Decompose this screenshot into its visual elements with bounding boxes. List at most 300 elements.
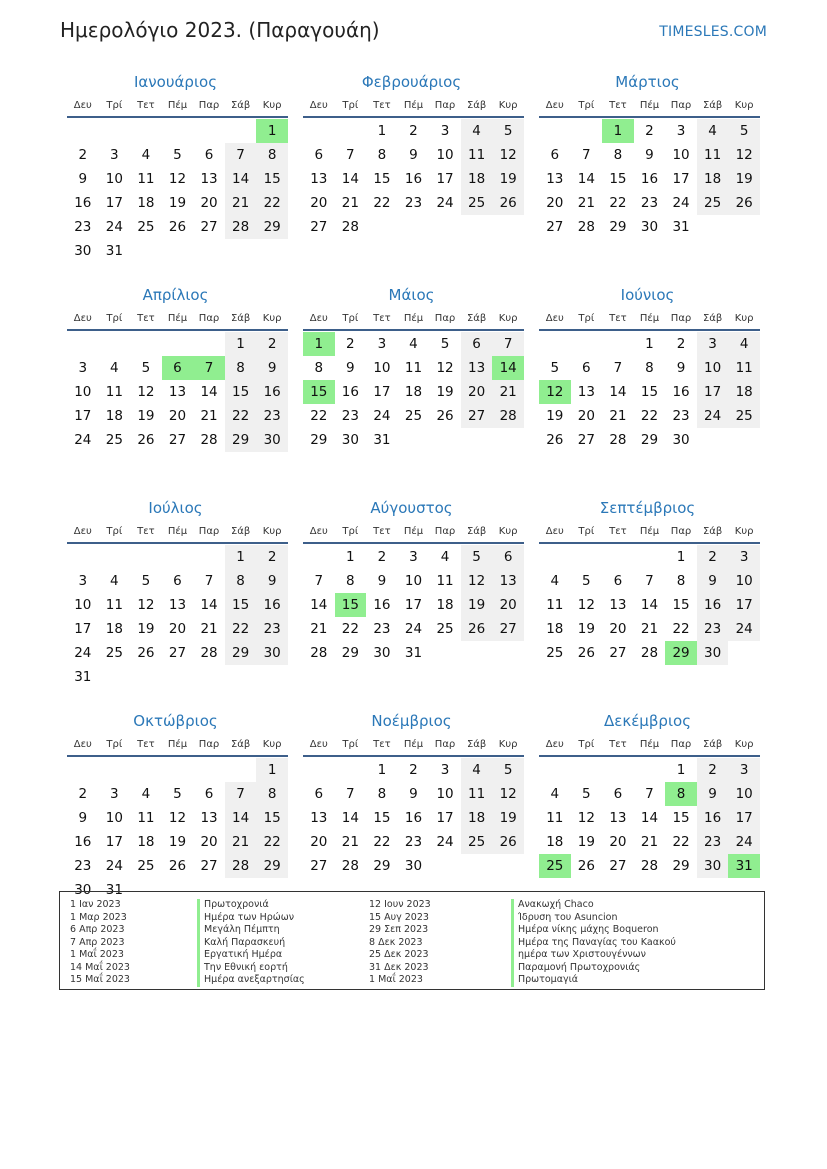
day-cell: 10 — [697, 356, 729, 380]
holiday-date: 25 Δεκ 2023 — [369, 949, 429, 960]
day-cell: 5 — [440, 336, 450, 352]
day-cell: 12 — [577, 597, 595, 613]
days-grid — [67, 758, 288, 902]
header-rule — [539, 755, 760, 757]
day-cell: 22 — [672, 621, 690, 637]
day-cell: 24 — [105, 858, 123, 874]
day-cell: 28 — [640, 858, 659, 874]
day-cell: 22 — [225, 404, 257, 428]
weekday-label: Κυρ — [498, 738, 518, 750]
day-cell: 26 — [577, 645, 595, 661]
month-calendar — [67, 496, 288, 684]
holiday-day: 15 — [303, 380, 335, 404]
weekday-header — [67, 733, 288, 755]
day-cell: 14 — [225, 167, 257, 191]
day-cell: 12 — [728, 143, 760, 167]
holiday-date: 1 Μαρ 2023 — [70, 911, 127, 923]
day-cell: 25 — [728, 404, 760, 428]
day-cell: 19 — [577, 834, 595, 850]
empty-cell — [634, 545, 666, 569]
days-grid — [303, 545, 524, 665]
day-cell: 12 — [492, 143, 524, 167]
day-cell: 1 — [676, 549, 686, 565]
day-cell: 9 — [78, 810, 88, 826]
empty-cell — [193, 545, 225, 569]
day-cell: 9 — [645, 147, 654, 163]
weekday-label: Πέμ — [639, 525, 660, 537]
weekday-header — [303, 520, 524, 542]
day-cell: 2 — [697, 545, 729, 569]
days-grid — [303, 758, 524, 878]
day-cell: 28 — [640, 645, 659, 661]
day-cell: 20 — [609, 834, 627, 850]
day-cell: 4 — [409, 336, 418, 352]
day-cell: 17 — [404, 597, 423, 613]
day-cell: 12 — [577, 810, 595, 826]
empty-cell — [130, 758, 162, 782]
day-cell: 18 — [728, 380, 760, 404]
day-cell: 3 — [676, 123, 686, 139]
day-cell: 8 — [377, 147, 387, 163]
weekday-label: Δευ — [545, 99, 564, 111]
weekday-label: Πέμ — [167, 738, 188, 750]
day-cell: 24 — [74, 432, 92, 448]
day-cell: 23 — [74, 858, 92, 874]
days-grid — [303, 119, 524, 239]
day-cell: 30 — [404, 858, 423, 874]
month-name: Δεκέμβριος — [603, 712, 691, 730]
days-grid — [539, 758, 760, 878]
empty-cell — [303, 758, 335, 782]
day-cell: 14 — [310, 597, 328, 613]
empty-cell — [571, 545, 603, 569]
weekday-header — [539, 733, 760, 755]
day-cell: 12 — [137, 384, 155, 400]
days-grid — [67, 332, 288, 452]
empty-cell — [130, 119, 162, 143]
day-cell: 18 — [105, 408, 123, 424]
day-cell: 9 — [78, 171, 88, 187]
weekday-label: Πέμ — [167, 312, 188, 324]
month-calendar — [539, 496, 760, 684]
day-cell: 20 — [310, 834, 328, 850]
days-grid — [539, 545, 760, 665]
day-cell: 14 — [640, 810, 659, 826]
day-cell: 3 — [110, 147, 119, 163]
day-cell: 8 — [346, 573, 355, 589]
day-cell: 13 — [609, 597, 627, 613]
holiday-name: Πρωτομαγιά — [511, 974, 676, 987]
day-cell: 30 — [74, 243, 92, 259]
weekday-label: Δευ — [309, 312, 328, 324]
day-cell: 29 — [225, 641, 257, 665]
weekday-label: Δευ — [73, 312, 92, 324]
month-calendar — [303, 70, 524, 258]
day-cell: 6 — [550, 147, 560, 163]
day-cell: 7 — [225, 143, 257, 167]
holiday-date: 29 Σεπ 2023 — [369, 924, 429, 935]
weekday-label: Παρ — [670, 312, 692, 324]
holiday-name: Ημέρα ανεξαρτησίας — [197, 974, 305, 987]
day-cell: 30 — [341, 432, 359, 448]
day-cell: 11 — [404, 360, 423, 376]
holiday-names-column-2 — [511, 899, 676, 987]
month-name: Ιούνιος — [620, 286, 675, 304]
day-cell: 25 — [404, 408, 423, 424]
day-cell: 16 — [256, 593, 288, 617]
day-cell: 15 — [373, 810, 391, 826]
day-cell: 18 — [546, 621, 564, 637]
day-cell: 1 — [676, 762, 686, 778]
weekday-label: Σάβ — [230, 525, 251, 537]
day-cell: 16 — [341, 384, 359, 400]
day-cell: 28 — [310, 645, 328, 661]
day-cell: 1 — [225, 332, 257, 356]
day-cell: 19 — [168, 834, 187, 850]
weekday-label: Τετ — [609, 99, 627, 111]
day-cell: 30 — [640, 219, 659, 235]
day-cell: 24 — [105, 219, 123, 235]
day-cell: 1 — [346, 549, 355, 565]
weekday-label: Δευ — [73, 99, 92, 111]
weekday-label: Κυρ — [498, 99, 518, 111]
day-cell: 4 — [110, 360, 119, 376]
weekday-label: Τετ — [373, 312, 391, 324]
day-cell: 4 — [110, 573, 119, 589]
day-cell: 23 — [697, 830, 729, 854]
weekday-label: Πέμ — [403, 312, 424, 324]
empty-cell — [634, 758, 666, 782]
weekday-label: Τρί — [342, 525, 359, 537]
weekday-label: Σάβ — [702, 525, 723, 537]
day-cell: 19 — [492, 167, 524, 191]
weekday-label: Σάβ — [702, 312, 723, 324]
day-cell: 10 — [672, 147, 690, 163]
day-cell: 11 — [105, 384, 123, 400]
day-cell: 16 — [404, 810, 423, 826]
day-cell: 16 — [697, 593, 729, 617]
day-cell: 20 — [200, 834, 218, 850]
day-cell: 13 — [200, 171, 218, 187]
day-cell: 4 — [141, 786, 151, 802]
header-rule — [67, 329, 288, 331]
holiday-name: Την Εθνική εορτή — [197, 962, 305, 975]
empty-cell — [193, 332, 225, 356]
day-cell: 6 — [173, 573, 182, 589]
holiday-date: 15 Αυγ 2023 — [369, 911, 429, 923]
month-name: Μάιος — [388, 286, 435, 304]
day-cell: 3 — [377, 336, 387, 352]
day-cell: 9 — [256, 569, 288, 593]
month-name: Ιανουάριος — [133, 73, 217, 91]
day-cell: 17 — [105, 834, 123, 850]
day-cell: 29 — [640, 432, 659, 448]
day-cell: 11 — [436, 573, 454, 589]
weekday-label: Τετ — [137, 738, 155, 750]
day-cell: 10 — [105, 171, 123, 187]
day-cell: 18 — [105, 621, 123, 637]
day-cell: 17 — [672, 171, 690, 187]
empty-cell — [335, 758, 367, 782]
month-calendar — [67, 283, 288, 471]
day-cell: 10 — [728, 569, 760, 593]
weekday-label: Τετ — [373, 738, 391, 750]
holiday-date: 1 Ιαν 2023 — [70, 899, 121, 910]
day-cell: 5 — [173, 147, 182, 163]
day-cell: 10 — [404, 573, 423, 589]
day-cell: 13 — [577, 384, 595, 400]
day-cell: 18 — [461, 806, 493, 830]
day-cell: 13 — [168, 384, 187, 400]
weekday-label: Δευ — [309, 99, 328, 111]
empty-cell — [67, 332, 99, 356]
day-cell: 7 — [346, 786, 355, 802]
weekday-label: Τρί — [578, 312, 595, 324]
header-rule — [67, 755, 288, 757]
weekday-label: Παρ — [670, 99, 692, 111]
weekday-label: Τετ — [609, 525, 627, 537]
holiday-day: 7 — [193, 356, 225, 380]
day-cell: 28 — [225, 854, 257, 878]
weekday-label: Κυρ — [734, 99, 754, 111]
month-calendar — [539, 283, 760, 471]
day-cell: 20 — [168, 408, 187, 424]
day-cell: 13 — [310, 171, 328, 187]
empty-cell — [602, 758, 634, 782]
empty-cell — [67, 545, 99, 569]
day-cell: 23 — [404, 195, 423, 211]
day-cell: 8 — [256, 782, 288, 806]
month-name: Αύγουστος — [370, 499, 453, 517]
day-cell: 1 — [377, 762, 387, 778]
day-cell: 17 — [74, 621, 92, 637]
weekday-header — [67, 307, 288, 329]
empty-cell — [335, 119, 367, 143]
weekday-label: Κυρ — [498, 312, 518, 324]
weekday-label: Παρ — [198, 99, 220, 111]
day-cell: 24 — [697, 404, 729, 428]
day-cell: 17 — [728, 593, 760, 617]
weekday-label: Τρί — [106, 738, 123, 750]
days-grid — [539, 119, 760, 239]
holiday-day: 6 — [162, 356, 194, 380]
holiday-date: 1 Μαΐ 2023 — [369, 974, 423, 985]
weekday-label: Τρί — [342, 738, 359, 750]
day-cell: 13 — [168, 597, 187, 613]
empty-cell — [162, 332, 194, 356]
day-cell: 15 — [609, 171, 627, 187]
day-cell: 5 — [582, 786, 591, 802]
holiday-day: 1 — [602, 119, 634, 143]
day-cell: 20 — [200, 195, 218, 211]
day-cell: 15 — [640, 384, 659, 400]
day-cell: 5 — [728, 119, 760, 143]
empty-cell — [99, 758, 131, 782]
day-cell: 25 — [105, 432, 123, 448]
empty-cell — [571, 758, 603, 782]
day-cell: 26 — [168, 858, 187, 874]
holiday-day: 8 — [665, 782, 697, 806]
weekday-label: Παρ — [670, 525, 692, 537]
site-link[interactable]: TIMESLES.COM — [659, 24, 767, 40]
day-cell: 5 — [550, 360, 560, 376]
holiday-date: 31 Δεκ 2023 — [369, 961, 429, 973]
day-cell: 9 — [377, 573, 387, 589]
header-rule — [539, 542, 760, 544]
day-cell: 19 — [546, 408, 564, 424]
day-cell: 9 — [697, 569, 729, 593]
month-calendar — [303, 709, 524, 897]
weekday-label: Τρί — [342, 312, 359, 324]
day-cell: 24 — [436, 834, 454, 850]
weekday-label: Τετ — [373, 525, 391, 537]
day-cell: 30 — [74, 882, 92, 898]
day-cell: 8 — [377, 786, 387, 802]
day-cell: 22 — [640, 408, 659, 424]
day-cell: 2 — [676, 336, 686, 352]
empty-cell — [539, 119, 571, 143]
holiday-date: 6 Απρ 2023 — [70, 924, 125, 935]
day-cell: 27 — [310, 858, 328, 874]
day-cell: 30 — [256, 641, 288, 665]
day-cell: 26 — [577, 858, 595, 874]
day-cell: 28 — [341, 858, 359, 874]
weekday-header — [303, 733, 524, 755]
day-cell: 11 — [546, 597, 564, 613]
day-cell: 11 — [728, 356, 760, 380]
day-cell: 10 — [436, 786, 454, 802]
weekday-label: Τρί — [106, 312, 123, 324]
day-cell: 25 — [137, 219, 155, 235]
weekday-label: Κυρ — [734, 525, 754, 537]
day-cell: 2 — [645, 123, 654, 139]
empty-cell — [162, 119, 194, 143]
header-rule — [303, 116, 524, 118]
day-cell: 21 — [200, 408, 218, 424]
day-cell: 23 — [697, 617, 729, 641]
day-cell: 4 — [697, 119, 729, 143]
holiday-name: Πρωτοχρονιά — [197, 899, 305, 912]
day-cell: 18 — [404, 384, 423, 400]
day-cell: 21 — [640, 621, 659, 637]
holiday-names-column-1 — [197, 899, 305, 987]
weekday-label: Σάβ — [230, 312, 251, 324]
day-cell: 15 — [256, 167, 288, 191]
day-cell: 21 — [225, 191, 257, 215]
day-cell: 27 — [168, 645, 187, 661]
day-cell: 27 — [609, 645, 627, 661]
day-cell: 18 — [461, 167, 493, 191]
day-cell: 5 — [582, 573, 591, 589]
day-cell: 19 — [168, 195, 187, 211]
day-cell: 1 — [256, 758, 288, 782]
day-cell: 21 — [577, 195, 595, 211]
header-rule — [539, 116, 760, 118]
day-cell: 7 — [314, 573, 324, 589]
day-cell: 26 — [546, 432, 564, 448]
weekday-label: Σάβ — [466, 525, 487, 537]
month-calendar — [539, 709, 760, 897]
holiday-dates-column-2 — [369, 899, 431, 987]
weekday-label: Σάβ — [230, 99, 251, 111]
holiday-legend — [59, 891, 765, 990]
day-cell: 5 — [461, 545, 493, 569]
day-cell: 30 — [697, 641, 729, 665]
day-cell: 21 — [492, 380, 524, 404]
page-title: Ημερολόγιο 2023. (Παραγουάη) — [60, 18, 380, 42]
day-cell: 29 — [256, 854, 288, 878]
day-cell: 11 — [137, 810, 155, 826]
weekday-label: Τετ — [137, 99, 155, 111]
day-cell: 21 — [310, 621, 328, 637]
month-name: Φεβρουάριος — [361, 73, 462, 91]
holiday-name: Ανακωχή Chaco — [511, 899, 676, 912]
empty-cell — [99, 332, 131, 356]
day-cell: 2 — [78, 786, 88, 802]
header-rule — [67, 116, 288, 118]
day-cell: 20 — [609, 621, 627, 637]
day-cell: 23 — [256, 404, 288, 428]
empty-cell — [571, 119, 603, 143]
day-cell: 19 — [137, 621, 155, 637]
day-cell: 4 — [550, 573, 560, 589]
day-cell: 26 — [492, 830, 524, 854]
day-cell: 6 — [314, 786, 324, 802]
holiday-day: 29 — [665, 641, 697, 665]
day-cell: 8 — [225, 356, 257, 380]
day-cell: 27 — [546, 219, 564, 235]
day-cell: 24 — [728, 830, 760, 854]
weekday-label: Τρί — [578, 738, 595, 750]
day-cell: 19 — [492, 806, 524, 830]
empty-cell — [571, 332, 603, 356]
weekday-label: Παρ — [434, 312, 456, 324]
empty-cell — [539, 545, 571, 569]
day-cell: 19 — [436, 384, 454, 400]
day-cell: 18 — [137, 834, 155, 850]
day-cell: 20 — [310, 195, 328, 211]
day-cell: 12 — [168, 810, 187, 826]
holiday-name: Μεγάλη Πέμπτη — [197, 924, 305, 937]
weekday-label: Παρ — [434, 525, 456, 537]
day-cell: 19 — [577, 621, 595, 637]
month-name: Σεπτέμβριος — [599, 499, 696, 517]
weekday-header — [67, 94, 288, 116]
day-cell: 27 — [200, 858, 218, 874]
day-cell: 16 — [640, 171, 659, 187]
empty-cell — [539, 332, 571, 356]
day-cell: 7 — [492, 332, 524, 356]
holiday-name: Καλή Παρασκευή — [197, 937, 305, 950]
day-cell: 27 — [461, 404, 493, 428]
day-cell: 6 — [613, 786, 623, 802]
month-name: Μάρτιος — [615, 73, 680, 91]
day-cell: 18 — [697, 167, 729, 191]
day-cell: 9 — [256, 356, 288, 380]
weekday-label: Τετ — [609, 312, 627, 324]
day-cell: 11 — [461, 143, 493, 167]
day-cell: 24 — [436, 195, 454, 211]
day-cell: 9 — [409, 786, 418, 802]
day-cell: 22 — [672, 834, 690, 850]
holiday-date: 8 Δεκ 2023 — [369, 936, 423, 948]
day-cell: 17 — [436, 171, 454, 187]
day-cell: 31 — [105, 882, 123, 898]
weekday-label: Παρ — [198, 738, 220, 750]
day-cell: 22 — [373, 834, 391, 850]
day-cell: 29 — [310, 432, 328, 448]
day-cell: 7 — [645, 573, 654, 589]
